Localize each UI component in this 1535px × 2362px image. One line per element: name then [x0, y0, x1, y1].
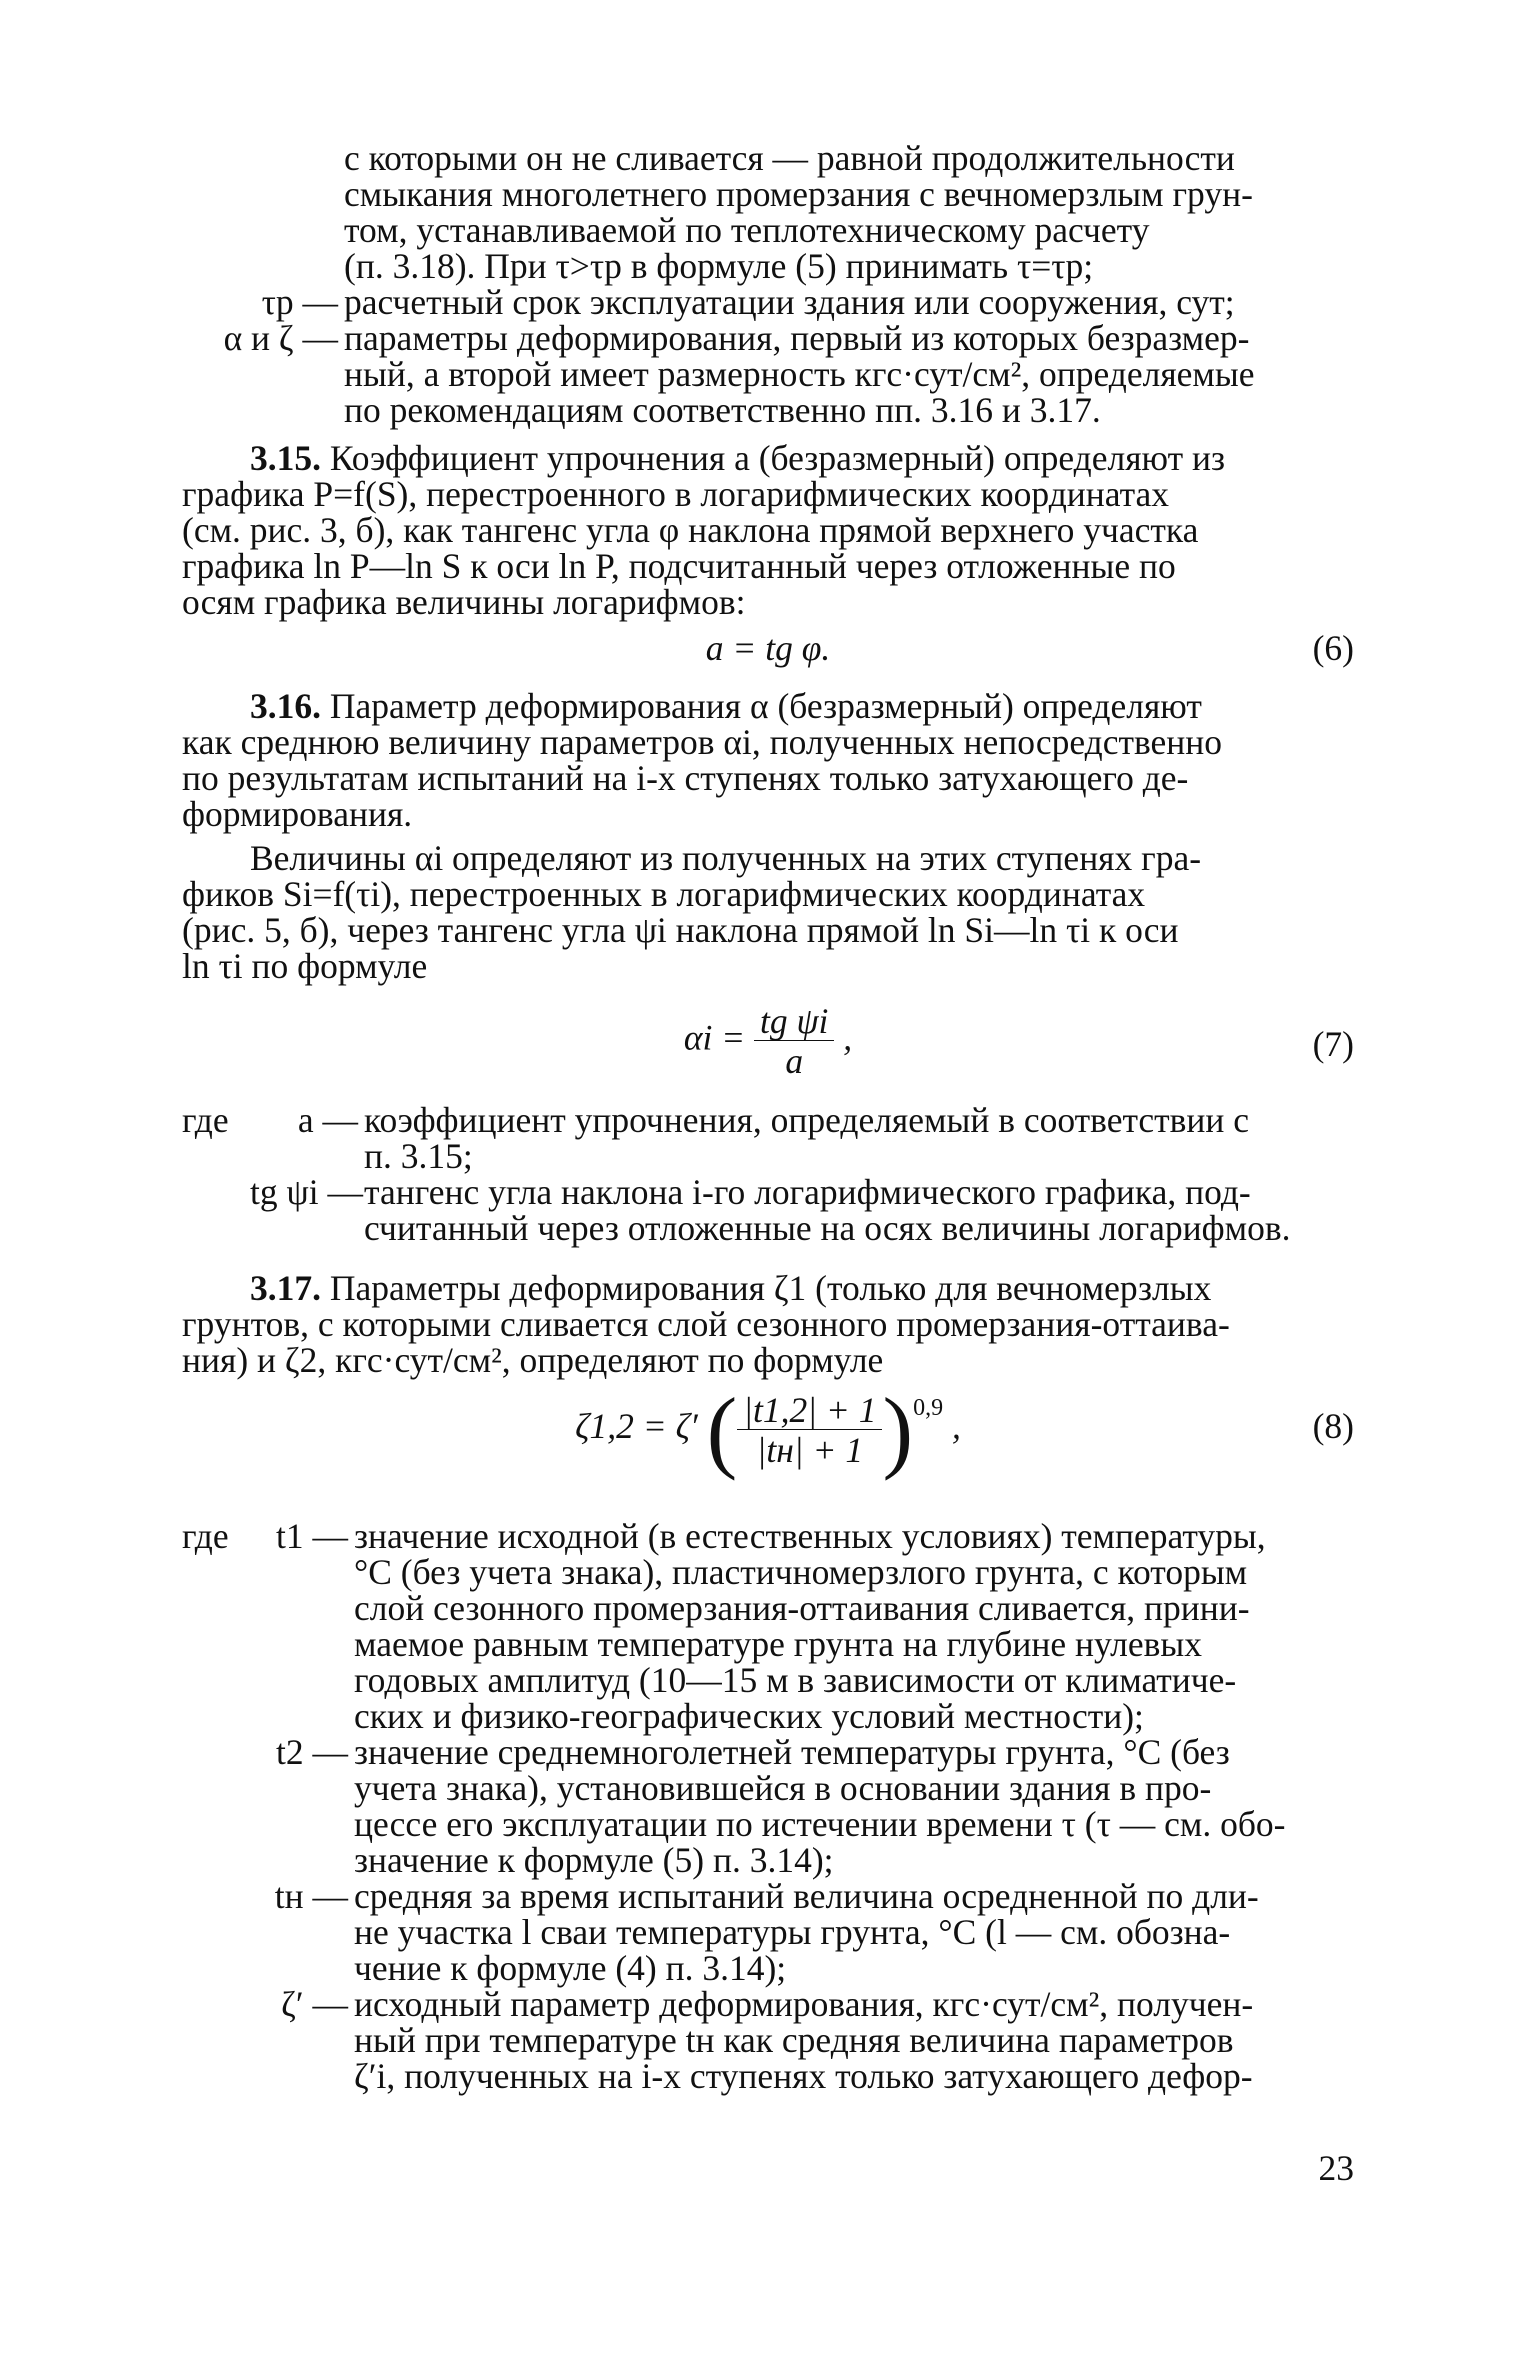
text-line: годовых амплитуд (10—15 м в зависимости от климатиче-	[354, 1660, 1237, 1700]
definition-term: t1 —	[276, 1516, 348, 1556]
section-number: 3.16.	[250, 686, 321, 726]
definition-text	[354, 1518, 1354, 1734]
definition-item	[182, 1986, 1354, 2094]
definition-item	[182, 1734, 1354, 1878]
text-line: чение к формуле (4) п. 3.14);	[354, 1948, 787, 1988]
fraction-denominator: |tн| + 1	[756, 1429, 864, 1470]
formula-number: (8)	[1312, 1406, 1354, 1446]
definition-item	[182, 1878, 1354, 1986]
definition-item	[182, 320, 1354, 428]
formula-tail: ,	[843, 1017, 853, 1058]
where-label: где	[182, 1100, 229, 1140]
text-line: ских и физико-географических условий местности);	[354, 1696, 1144, 1736]
text-line: не участка l сваи температуры грунта, °С (l — см. обозна-	[354, 1912, 1231, 1952]
fraction-denominator: a	[785, 1041, 804, 1081]
section-number: 3.15.	[250, 438, 321, 478]
formula-lhs: αi =	[683, 1017, 746, 1058]
definition-text	[354, 1878, 1354, 1986]
text-line	[182, 1270, 1354, 1306]
text-line: ный, а второй имеет размерность кгс·сут/см², определяемые	[344, 354, 1255, 394]
formula-number: (6)	[1312, 628, 1354, 668]
definition-item	[182, 1102, 1354, 1174]
fraction	[737, 1391, 882, 1470]
where-block	[182, 1102, 1354, 1246]
text-line: слой сезонного промерзания-оттаивания сливается, прини-	[354, 1588, 1250, 1628]
section-number: 3.17.	[250, 1268, 321, 1308]
text-line: средняя за время испытаний величина осредненной по дли-	[354, 1876, 1259, 1916]
text-line: по результатам испытаний на i-х ступенях только затухающего де-	[182, 758, 1189, 798]
where-label: где	[182, 1516, 229, 1556]
formula-7	[182, 1002, 1354, 1088]
text-line: (см. рис. 3, б), как тангенс угла φ наклона прямой верхнего участка	[182, 510, 1199, 550]
text-line: тангенс угла наклона i-го логарифмического графика, под-	[364, 1172, 1251, 1212]
formula-number: (7)	[1312, 1024, 1354, 1064]
text-line: исходный параметр деформирования, кгс·сут/см², получен-	[354, 1984, 1254, 2024]
section-3-16	[182, 688, 1354, 1246]
text-line: (рис. 5, б), через тангенс угла ψi наклона прямой ln Si—ln τi к оси	[182, 910, 1179, 950]
page-number: 23	[1318, 2148, 1354, 2188]
text-line: маемое равным температуре грунта на глубине нулевых	[354, 1624, 1202, 1664]
exponent: 0,9	[913, 1395, 944, 1421]
definition-text	[364, 1174, 1354, 1246]
definition-term: t2 —	[276, 1732, 348, 1772]
definition-term: ζ′ —	[281, 1984, 348, 2024]
text-line: считанный через отложенные на осях величины логарифмов.	[364, 1208, 1291, 1248]
section-3-15	[182, 440, 1354, 666]
fraction-numerator: |t1,2| + 1	[737, 1391, 882, 1430]
text-line: учета знака), установившейся в основании здания в про-	[354, 1768, 1212, 1808]
text-line: цессе его эксплуатации по истечении времени τ (τ — см. обо-	[354, 1804, 1286, 1844]
text-line: коэффициент упрочнения, определяемый в соответствии с	[364, 1100, 1250, 1140]
text-line: значение к формуле (5) п. 3.14);	[354, 1840, 834, 1880]
definition-term: a —	[297, 1100, 358, 1140]
text-line: п. 3.15;	[364, 1136, 473, 1176]
text-line: параметры деформирования, первый из которых безразмер-	[344, 318, 1250, 358]
fraction-numerator: tg ψi	[754, 1002, 834, 1041]
section-3-17	[182, 1270, 1354, 2094]
right-paren: )	[882, 1379, 914, 1481]
text-line: том, устанавливаемой по теплотехническому расчету	[344, 210, 1150, 250]
text-line: ный при температуре tн как средняя величина параметров	[354, 2020, 1234, 2060]
intro-paragraph	[182, 140, 1354, 428]
definition-text	[344, 320, 1354, 428]
text-line: °С (без учета знака), пластичномерзлого грунта, с которым	[354, 1552, 1248, 1592]
text-fragment: Коэффициент упрочнения a (безразмерный) определяют из	[329, 438, 1225, 478]
definition-text	[364, 1102, 1354, 1174]
formula-body: a = tg φ.	[705, 628, 831, 668]
text-line: расчетный срок эксплуатации здания или сооружения, сут;	[344, 282, 1235, 322]
definition-item	[182, 284, 1354, 320]
definition-text	[344, 284, 1354, 320]
definition-item	[182, 1518, 1354, 1734]
text-line	[182, 688, 1354, 724]
text-fragment: Параметры деформирования ζ1 (только для вечномерзлых	[329, 1268, 1212, 1308]
definition-term: tg ψi —	[250, 1172, 363, 1212]
text-line	[182, 440, 1354, 476]
text-line: ln τi по формуле	[182, 946, 428, 986]
definition-text	[354, 1734, 1354, 1878]
left-paren: (	[706, 1379, 738, 1481]
definition-item	[182, 1174, 1354, 1246]
text-line: ния) и ζ2, кгс·сут/см², определяют по формуле	[182, 1340, 884, 1380]
text-line: как среднюю величину параметров αi, полученных непосредственно	[182, 722, 1223, 762]
definition-term: α и ζ —	[223, 318, 338, 358]
text-line: по рекомендациям соответственно пп. 3.16 и 3.17.	[344, 390, 1101, 430]
text-line: формирования.	[182, 794, 413, 834]
text-line: Величины αi определяют из полученных на этих ступенях гра-	[250, 838, 1202, 878]
text-line: фиков Si=f(τi), перестроенных в логарифмических координатах	[182, 874, 1146, 914]
text-fragment: Параметр деформирования α (безразмерный) определяют	[329, 686, 1202, 726]
formula-lhs: ζ1,2 = ζ′	[575, 1406, 698, 1447]
text-line: (п. 3.18). При τ>τр в формуле (5) принимать τ=τр;	[344, 246, 1094, 286]
formula-6	[182, 630, 1354, 666]
definition-term: τр —	[261, 282, 338, 322]
formula-tail: ,	[951, 1406, 961, 1447]
text-line: грунтов, с которыми сливается слой сезонного промерзания-оттаива-	[182, 1304, 1230, 1344]
text-line: значение среднемноголетней температуры грунта, °С (без	[354, 1732, 1230, 1772]
text-line: с которыми он не сливается — равной продолжительности	[344, 138, 1235, 178]
text-line: значение исходной (в естественных условиях) температуры,	[354, 1516, 1266, 1556]
text-line: ζ′i, полученных на i-х ступенях только затухающего дефор-	[354, 2056, 1253, 2096]
fraction	[754, 1002, 834, 1081]
definition-term: tн —	[274, 1876, 348, 1916]
where-block	[182, 1518, 1354, 2094]
text-line: графика ln P—ln S к оси ln P, подсчитанный через отложенные по	[182, 546, 1176, 586]
text-line: смыкания многолетнего промерзания с вечномерзлым грун-	[344, 174, 1253, 214]
text-line: графика P=f(S), перестроенного в логарифмических координатах	[182, 474, 1170, 514]
text-line: осям графика величины логарифмов:	[182, 582, 746, 622]
formula-8	[182, 1379, 1354, 1496]
parenthesized-fraction	[706, 1379, 944, 1481]
definition-text	[354, 1986, 1354, 2094]
